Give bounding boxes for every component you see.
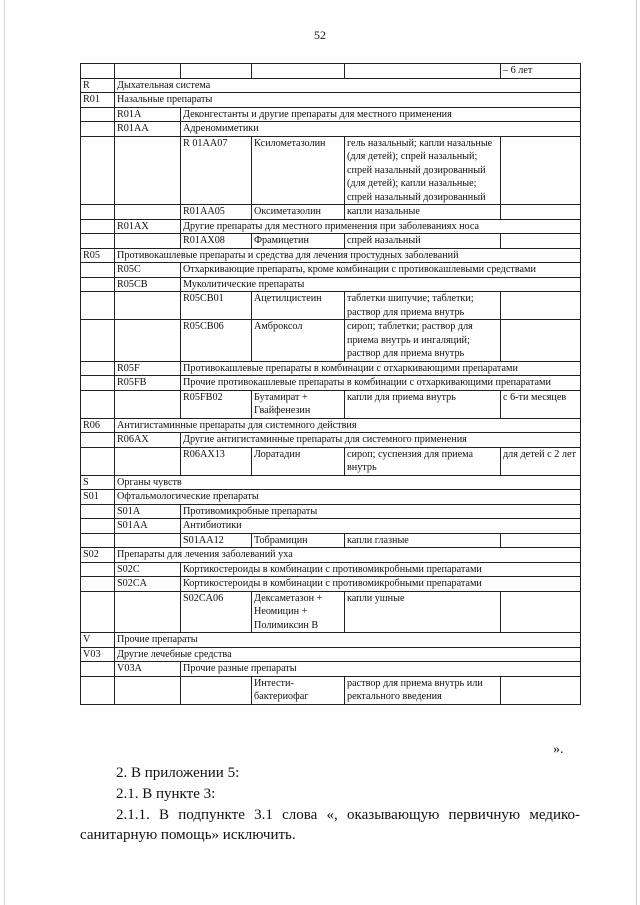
table-row [81,447,581,475]
page-edge-left [4,0,5,905]
atc-code-cell: R05CB01 [181,292,252,320]
atc-code-cell: R05FB02 [181,390,252,418]
drug-name-cell: Интести-бактериофаг [252,676,345,704]
subgroup-code-cell: S02CA [115,577,181,592]
group-code-cell [81,205,115,220]
table-row [81,277,581,292]
group-code-cell [81,277,115,292]
group-code-cell [81,292,115,320]
atc-code-cell [181,64,252,79]
subgroup-code-cell [115,292,181,320]
section-title-cell: Прочие противокашлевые препараты в комбинации с отхаркивающими препаратами [181,376,581,391]
dosage-form-cell: капли глазные [345,533,501,548]
group-code-cell [81,320,115,362]
table-row [81,376,581,391]
paragraph-item-3: 2.1. В пункте 3: [116,786,216,802]
section-title-cell: Дыхательная система [115,78,581,93]
subgroup-code-cell: V03A [115,662,181,677]
age-limit-cell [501,234,581,249]
group-code-cell [81,533,115,548]
group-code-cell [81,234,115,249]
age-limit-cell: – 6 лет [501,64,581,79]
subgroup-code-cell: S02C [115,562,181,577]
section-title-cell: Другие антигистаминные препараты для системного применения [181,433,581,448]
table-row [81,676,581,704]
subgroup-code-cell [115,447,181,475]
table-row [81,292,581,320]
age-limit-cell [501,320,581,362]
subgroup-code-cell: R05FB [115,376,181,391]
drug-name-cell [252,64,345,79]
table-row [81,662,581,677]
subgroup-code-cell: R06AX [115,433,181,448]
group-code-cell [81,136,115,205]
table-body [81,64,581,705]
subgroup-code-cell [115,64,181,79]
group-code-cell: V03 [81,647,115,662]
section-title-cell: Другие препараты для местного применения при заболеваниях носа [181,219,581,234]
section-title-cell: Органы чувств [115,475,581,490]
dosage-form-cell: раствор для приема внутрь или ректального введения [345,676,501,704]
age-limit-cell: для детей с 2 лет [501,447,581,475]
age-limit-cell [501,676,581,704]
table-row [81,205,581,220]
group-code-cell: R01 [81,93,115,108]
section-title-cell: Муколитические препараты [181,277,581,292]
section-title-cell: Другие лечебные средства [115,647,581,662]
subgroup-code-cell: R05C [115,263,181,278]
page-edge-right [636,0,637,905]
subgroup-code-cell [115,676,181,704]
age-limit-cell [501,136,581,205]
group-code-cell: R05 [81,248,115,263]
section-title-cell: Антибиотики [181,519,581,534]
group-code-cell [81,662,115,677]
section-title-cell: Противомикробные препараты [181,504,581,519]
table-row [81,320,581,362]
section-title-cell: Офтальмологические препараты [115,490,581,505]
subgroup-code-cell [115,533,181,548]
section-title-cell: Адреномиметики [181,122,581,137]
table-row [81,490,581,505]
table-row [81,633,581,648]
section-title-cell: Противокашлевые препараты и средства для лечения простудных заболеваний [115,248,581,263]
section-title-cell: Препараты для лечения заболеваний уха [115,548,581,563]
subgroup-code-cell: R01AA [115,122,181,137]
dosage-form-cell: гель назальный; капли назальные (для детей); спрей назальный; спрей назальный дозированный (для детей); капли назальные; спрей назальный дозированный [345,136,501,205]
section-title-cell: Назальные препараты [115,93,581,108]
table-row [81,548,581,563]
group-code-cell: S02 [81,548,115,563]
subgroup-code-cell [115,390,181,418]
table-row [81,519,581,534]
dosage-form-cell: капли ушные [345,591,501,633]
drug-name-cell: Оксиметазолин [252,205,345,220]
group-code-cell: V [81,633,115,648]
table-row [81,78,581,93]
section-title-cell: Кортикостероиды в комбинации с противомикробными препаратами [181,562,581,577]
subgroup-code-cell: S01AA [115,519,181,534]
atc-code-cell: S02CA06 [181,591,252,633]
group-code-cell [81,577,115,592]
table-row [81,433,581,448]
section-title-cell: Деконгестанты и другие препараты для местного применения [181,107,581,122]
dosage-form-cell: капли для приема внутрь [345,390,501,418]
drug-name-cell: Ацетилцистеин [252,292,345,320]
table-row [81,475,581,490]
table-row [81,263,581,278]
age-limit-cell [501,591,581,633]
subgroup-code-cell: R05CB [115,277,181,292]
group-code-cell: S01 [81,490,115,505]
atc-code-cell: R05CB06 [181,320,252,362]
group-code-cell [81,591,115,633]
subgroup-code-cell: R05F [115,361,181,376]
group-code-cell [81,433,115,448]
paragraph-appendix-5: 2. В приложении 5: [116,765,240,781]
section-title-cell: Антигистаминные препараты для системного действия [115,418,581,433]
group-code-cell [81,361,115,376]
group-code-cell [81,562,115,577]
subgroup-code-cell: R01AX [115,219,181,234]
table-row [81,219,581,234]
section-title-cell: Прочие препараты [115,633,581,648]
section-title-cell: Кортикостероиды в комбинации с противомикробными препаратами [181,577,581,592]
table-row [81,533,581,548]
dosage-form-cell: спрей назальный [345,234,501,249]
dosage-form-cell [345,64,501,79]
subgroup-code-cell [115,136,181,205]
table-row [81,591,581,633]
group-code-cell: R06 [81,418,115,433]
drug-name-cell: Тобрамицин [252,533,345,548]
atc-code-cell: R01AA05 [181,205,252,220]
drug-name-cell: Дексаметазон + Неомицин + Полимиксин В [252,591,345,633]
table-row [81,361,581,376]
drug-name-cell: Фрамицетин [252,234,345,249]
group-code-cell [81,447,115,475]
group-code-cell [81,122,115,137]
subgroup-code-cell [115,591,181,633]
atc-code-cell: R01AX08 [181,234,252,249]
dosage-form-cell: таблетки шипучие; таблетки; раствор для приема внутрь [345,292,501,320]
section-title-cell: Противокашлевые препараты в комбинации с отхаркивающими препаратами [181,361,581,376]
drug-name-cell: Ксилометазолин [252,136,345,205]
group-code-cell [81,107,115,122]
group-code-cell [81,390,115,418]
table-row [81,577,581,592]
subgroup-code-cell: S01A [115,504,181,519]
table-row [81,122,581,137]
age-limit-cell [501,533,581,548]
closing-quote: ». [553,742,564,757]
table-row [81,562,581,577]
group-code-cell [81,64,115,79]
atc-code-cell: S01AA12 [181,533,252,548]
dosage-form-cell: сироп; таблетки; раствор для приема внутрь и ингаляций; раствор для приема внутрь [345,320,501,362]
age-limit-cell [501,205,581,220]
age-limit-cell [501,292,581,320]
atc-code-cell [181,676,252,704]
table-row [81,248,581,263]
group-code-cell [81,676,115,704]
group-code-cell: S [81,475,115,490]
table-row [81,234,581,249]
atc-code-cell: R 01AA07 [181,136,252,205]
subgroup-code-cell [115,320,181,362]
group-code-cell [81,219,115,234]
subgroup-code-cell [115,205,181,220]
table-row [81,136,581,205]
age-limit-cell: с 6-ти месяцев [501,390,581,418]
dosage-form-cell: сироп; суспензия для приема внутрь [345,447,501,475]
drug-name-cell: Лоратадин [252,447,345,475]
table-row [81,93,581,108]
table-row [81,418,581,433]
group-code-cell: R [81,78,115,93]
page-number: 52 [314,28,326,42]
group-code-cell [81,504,115,519]
paragraph-subitem-3-1: 2.1.1. В подпункте 3.1 слова «, оказывающую первичную медико-санитарную помощь» исключить. [80,807,580,843]
subgroup-code-cell [115,234,181,249]
table-row [81,504,581,519]
section-title-cell: Прочие разные препараты [181,662,581,677]
subgroup-code-cell: R01A [115,107,181,122]
table-row [81,647,581,662]
group-code-cell [81,519,115,534]
drug-classification-table [80,63,581,705]
group-code-cell [81,263,115,278]
section-title-cell: Отхаркивающие препараты, кроме комбинации с противокашлевыми средствами [181,263,581,278]
drug-name-cell: Амброксол [252,320,345,362]
table-row [81,390,581,418]
dosage-form-cell: капли назальные [345,205,501,220]
drug-name-cell: Бутамират + Гвайфенезин [252,390,345,418]
atc-code-cell: R06AX13 [181,447,252,475]
group-code-cell [81,376,115,391]
table-row [81,107,581,122]
table-row [81,64,581,79]
